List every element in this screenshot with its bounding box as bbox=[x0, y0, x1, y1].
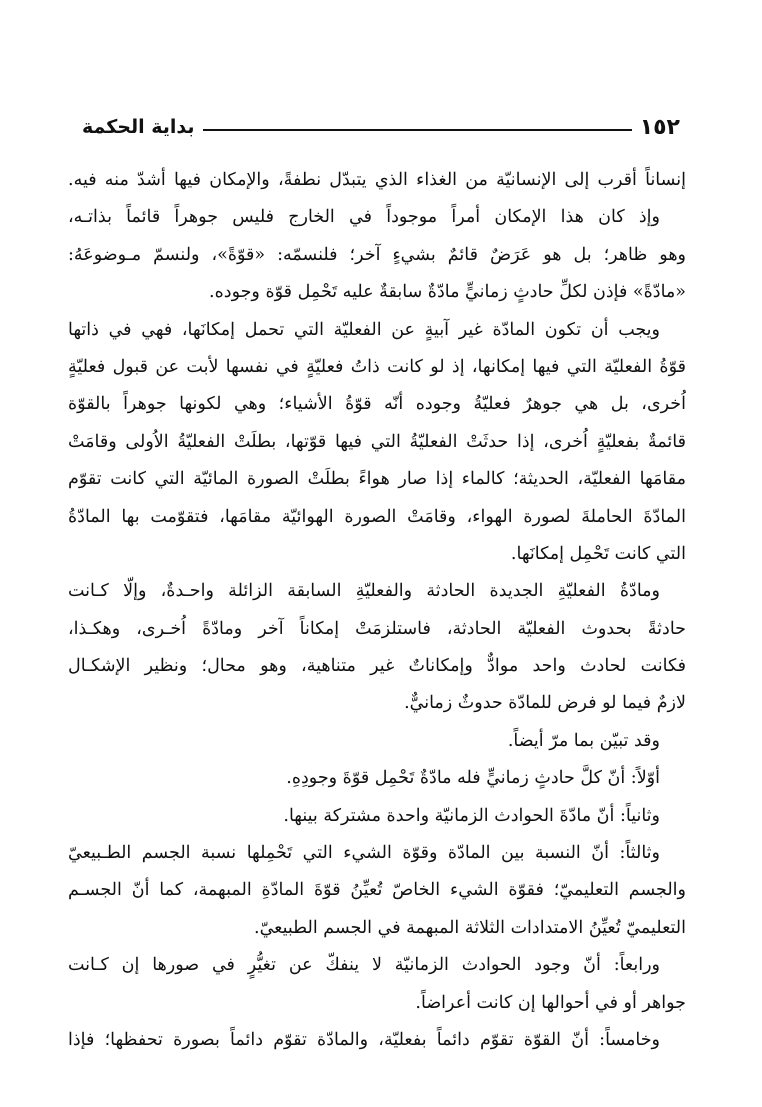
text-line: حادثةً بحدوث الفعليّة الحادثة، فاستلزمَتْ إمكاناً آخر ومادّةً اُخـرى، وهكـذا، bbox=[68, 618, 686, 639]
header-rule bbox=[203, 129, 632, 131]
body-text bbox=[68, 162, 686, 1059]
text-line: فكانت لحادث واحد موادٌّ وإمكاناتٌ غير متناهية، وهو محال؛ ونظير الإشكـال bbox=[68, 656, 686, 677]
page-number: ١٥٢ bbox=[639, 114, 680, 140]
text-line: جواهر أو في أحوالها إن كانت أعراضاً. bbox=[415, 992, 686, 1013]
text-line: ورابعاً: أنّ وجود الحوادث الزمانيّة لا ينفكّ عن تغيُّرٍ في صورها إن كـانت bbox=[68, 955, 660, 976]
text-line: وثانياً: أنّ مادّةَ الحوادث الزمانيّة واحدة مشتركة بينها. bbox=[283, 805, 660, 826]
text-line: التعليميّ تُعيِّنُ الامتدادات الثلاثة المبهمة في الجسم الطبيعيّ. bbox=[254, 917, 686, 938]
text-line: اُخرى، بل هي جوهرٌ فعليّةُ وجوده أنّه قوّةُ الأشياء؛ وهي لكونها جوهراً بالقوّة bbox=[68, 394, 686, 415]
text-line: مقامَها الفعليّة، الحديثة؛ كالماء إذا صار هواءً بطلَتْ الصورة المائيّة التي كانت تقوّم bbox=[68, 469, 686, 490]
text-line: وثالثاً: أنّ النسبة بين المادّة وقوّة الشيء التي تَحْمِلها نسبة الجسم الطـبيعيّ bbox=[68, 843, 660, 864]
text-line: التي كانت تَحْمِل إمكانَها. bbox=[510, 543, 686, 564]
text-line: والجسم التعليميّ؛ فقوّة الشيء الخاصّ تُعيِّنُ قوّةَ المادّةِ المبهمة، كما أنّ الجسـم bbox=[68, 880, 686, 901]
text-line: المادّةَ الحاملةَ لصورة الهواء، وقامَتْ الصورة الهوائيّة مقامَها، فتقوّمت بها المادّةُ bbox=[68, 506, 686, 527]
text-line: وهو ظاهر؛ بل هو عَرَضٌ قائمٌ بشيءٍ آخر؛ فلنسمّه: «قوّةً»، ولنسمّ مـوضوعَهُ: bbox=[68, 244, 686, 265]
page-header bbox=[82, 112, 680, 142]
text-line: ومادّةُ الفعليّةِ الجديدة الحادثة والفعليّةِ السابقة الزائلة واحـدةٌ، وإلّا كـانت bbox=[68, 581, 660, 602]
text-line: وخامساً: أنّ القوّة تقوّم دائماً بفعليّة، والمادّة تقوّم دائماً بصورة تحفظها؛ فإذا bbox=[68, 1029, 660, 1050]
text-line: قائمةٌ بفعليّةٍ اُخرى، إذا حدثَتْ الفعليّةُ التي فيها قوّتها، بطلَتْ الفعليّةُ الاُولى وقامَتْ bbox=[68, 431, 686, 452]
text-line: لازمٌ فيما لو فرض للمادّة حدوثٌ زمانيٌّ. bbox=[404, 693, 686, 714]
text-line: وقد تبيّن بما مرّ أيضاً. bbox=[507, 730, 660, 751]
text-line: إنساناً أقرب إلى الإنسانيّة من الغذاء الذي يتبدّل نطفةً، والإمكان فيها أشدّ منه فيه. bbox=[68, 170, 686, 190]
text-line: وإذ كان هذا الإمكان أمراً موجوداً في الخارج فليس جوهراً قائماً بذاتـه، bbox=[68, 207, 660, 228]
text-line: أوّلاً: أنّ كلَّ حادثٍ زمانيٍّ فله مادّةٌ تَحْمِل قوّةَ وجودِهِ. bbox=[286, 768, 660, 789]
text-line: قوّةُ الفعليّة التي فيها إمكانها، إذ لو كانت ذاتُ فعليّةٍ في نفسها لأبت عن قبول فعليّةٍ bbox=[68, 356, 686, 377]
running-title: بداية الحكمة bbox=[82, 116, 195, 138]
text-line: «مادّةً» فإذن لكلِّ حادثٍ زمانيٍّ مادّةٌ سابقةٌ عليه تَحْمِل قوّة وجوده. bbox=[209, 282, 686, 303]
text-line: ويجب أن تكون المادّة غير آبيةٍ عن الفعليّة التي تحمل إمكانَها، فهي في ذاتها bbox=[68, 319, 660, 340]
